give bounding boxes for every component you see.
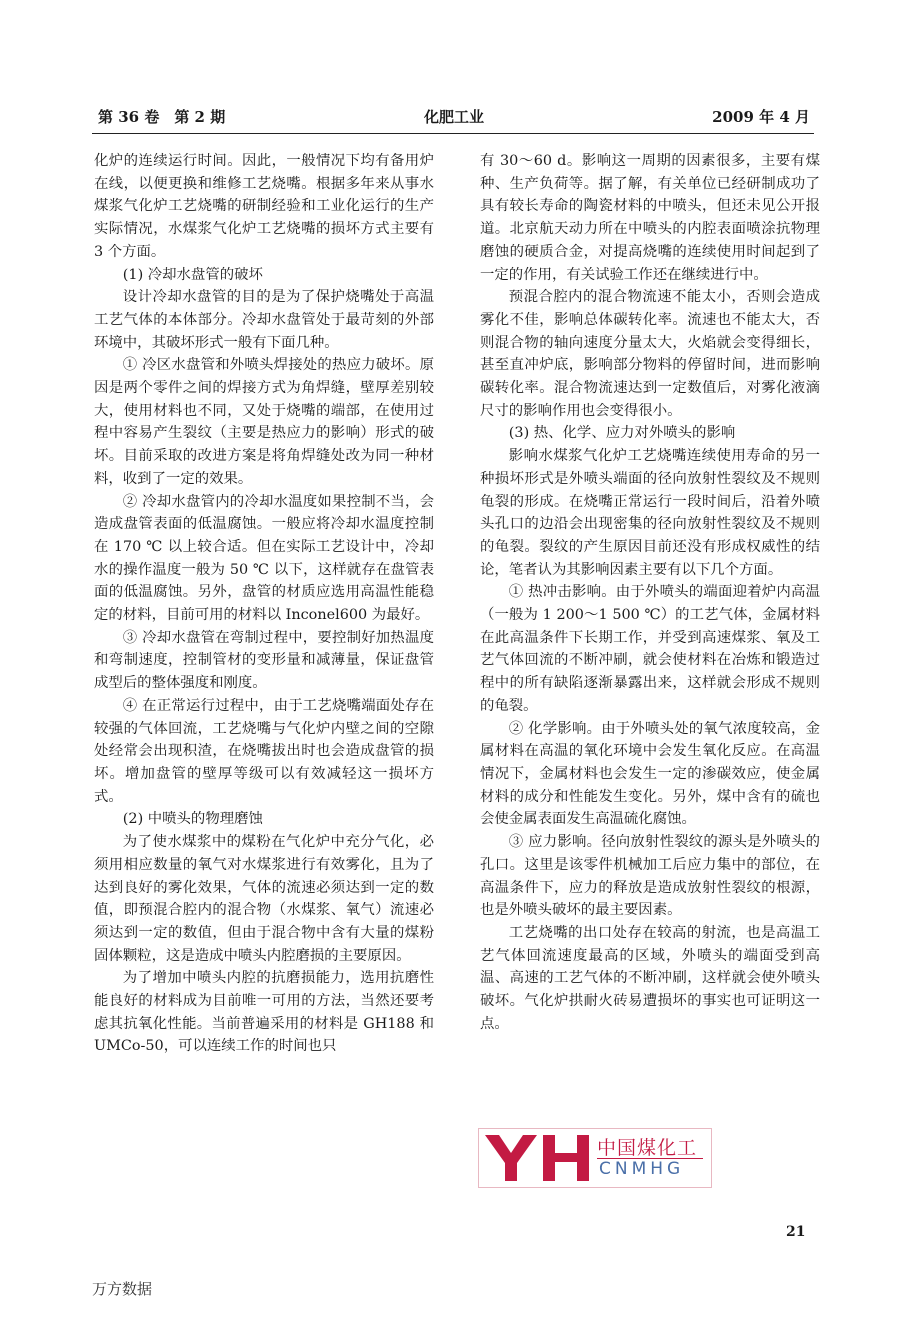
watermark-cn-text: 中国煤化工 bbox=[597, 1137, 698, 1159]
running-header bbox=[98, 106, 810, 134]
paragraph: ② 化学影响。由于外喷头处的氧气浓度较高，金属材料在高温的氧化环境中会发生氧化反应。在高温情况下，金属材料也会发生一定的渗碳效应，使金属材料的成分和性能发生变化。另外，煤中含有的硫也会使金属表面发生高温硫化腐蚀。 bbox=[480, 720, 820, 828]
paragraph: 化炉的连续运行时间。因此，一般情况下均有备用炉在线，以便更换和维修工艺烧嘴。根据多年来从事水煤浆气化炉工艺烧嘴的研制经验和工业化运行的生产实际情况，水煤浆气化炉工艺烧嘴的损坏方式主要有 3 个方面。 bbox=[94, 153, 434, 260]
paragraph: 为了增加中喷头内腔的抗磨损能力，选用抗磨性能良好的材料成为目前唯一可用的方法，当然还要考虑其抗氧化性能。当前普遍采用的材料是 GH188 和 UMCo-50，可以连续工作的时间也只 bbox=[94, 970, 434, 1055]
header-date: 2009 年 4 月 bbox=[712, 108, 810, 126]
left-column bbox=[94, 150, 434, 1058]
paragraph: 影响水煤浆气化炉工艺烧嘴连续使用寿命的另一种损坏形式是外喷头端面的径向放射性裂纹及不规则龟裂的形成。在烧嘴正常运行一段时间后，沿着外喷头孔口的边沿会出现密集的径向放射性裂纹及不规则的龟裂。裂纹的产生原因目前还没有形成权威性的结论，笔者认为其影响因素主要有以下几个方面。 bbox=[480, 448, 820, 578]
section-heading: (3) 热、化学、应力对外喷头的影响 bbox=[508, 425, 736, 442]
paragraph: 为了使水煤浆中的煤粉在气化炉中充分气化，必须用相应数量的氧气对水煤浆进行有效雾化，且为了达到良好的雾化效果，气体的流速必须达到一定的数值，即预混合腔内的混合物（水煤浆、氧气）流速必须达到一定的数值，但由于混合物中含有大量的煤粉固体颗粒，这是造成中喷头内腔磨损的主要原因。 bbox=[94, 834, 434, 964]
paragraph: ③ 冷却水盘管在弯制过程中，要控制好加热温度和弯制速度，控制管材的变形量和减薄量，保证盘管成型后的整体强度和刚度。 bbox=[94, 629, 434, 692]
paragraph: 预混合腔内的混合物流速不能太小，否则会造成雾化不佳，影响总体碳转化率。流速也不能太大，否则混合物的轴向速度分量太大，火焰就会变得细长，甚至直冲炉底，影响部分物料的停留时间，进而影响碳转化率。混合物流速达到一定数值后，对雾化液滴尺寸的影响作用也会变得很小。 bbox=[480, 289, 820, 419]
watermark bbox=[478, 1128, 712, 1188]
right-column bbox=[480, 150, 820, 1035]
paragraph: ① 热冲击影响。由于外喷头的端面迎着炉内高温（一般为 1 200～1 500 ℃）的工艺气体，金属材料在此高温条件下长期工作，并受到高速煤浆、氧及工艺气体回流的不断冲刷，就会使材料在冶炼和锻造过程中的所有缺陷逐渐暴露出来，这样就会形成不规则的龟裂。 bbox=[480, 584, 820, 714]
section-heading: (2) 中喷头的物理磨蚀 bbox=[122, 811, 263, 828]
watermark-logo-icon bbox=[485, 1135, 591, 1181]
paragraph: 设计冷却水盘管的目的是为了保护烧嘴处于高温工艺气体的本体部分。冷却水盘管处于最苛刻的外部环境中，其破坏形式一般有下面几种。 bbox=[94, 289, 434, 351]
section-heading: (1) 冷却水盘管的破坏 bbox=[122, 266, 263, 283]
paragraph: 工艺烧嘴的出口处存在较高的射流，也是高温工艺气体回流速度最高的区域，外喷头的端面受到高温、高速的工艺气体的不断冲刷，这样就会使外喷头破坏。气化炉拱耐火砖易遭损坏的事实也可证明这一点。 bbox=[480, 924, 820, 1032]
paragraph: ① 冷区水盘管和外喷头焊接处的热应力破坏。原因是两个零件之间的焊接方式为角焊缝，壁厚差别较大，使用材料也不同，又处于烧嘴的端部，在使用过程中容易产生裂纹（主要是热应力的影响）形式的破坏。目前采取的改进方案是将角焊缝处改为同一种材料，收到了一定的效果。 bbox=[94, 357, 434, 487]
paragraph: ② 冷却水盘管内的冷却水温度如果控制不当，会造成盘管表面的低温腐蚀。一般应将冷却水温度控制在 170 ℃ 以上较合适。但在实际工艺设计中，冷却水的操作温度一般为 50 ℃ 以下，这样就存在盘管表面的低温腐蚀。另外，盘管的材质应选用高温性能稳定的材料，目前可用的材料以 Inconel600 为最好。 bbox=[94, 493, 434, 624]
header-volume: 第 36 卷 第 2 期 bbox=[98, 108, 226, 126]
watermark-en-text: CNMHG bbox=[599, 1159, 685, 1179]
paragraph: 有 30～60 d。影响这一周期的因素很多，主要有煤种、生产负荷等。据了解，有关单位已经研制成功了具有较长寿命的陶瓷材料的中喷头，但还未见公开报道。北京航天动力所在中喷头的内腔表面喷涂抗物理磨蚀的硬质合金，对提高烧嘴的连续使用时间起到了一定的作用，有关试验工作还在继续进行中。 bbox=[480, 153, 820, 283]
paragraph: ③ 应力影响。径向放射性裂纹的源头是外喷头的孔口。这里是该零件机械加工后应力集中的部位，在高温条件下，应力的释放是造成放射性裂纹的根源，也是外喷头破坏的最主要因素。 bbox=[480, 834, 820, 919]
footer-source: 万方数据 bbox=[92, 1280, 153, 1298]
header-rule bbox=[92, 133, 814, 134]
page-number: 21 bbox=[786, 1224, 806, 1240]
paragraph: ④ 在正常运行过程中，由于工艺烧嘴端面处存在较强的气体回流，工艺烧嘴与气化炉内壁之间的空隙处经常会出现积渣，在烧嘴拔出时也会造成盘管的损坏。增加盘管的壁厚等级可以有效减轻这一损坏方式。 bbox=[94, 697, 434, 805]
header-journal: 化肥工业 bbox=[423, 108, 484, 126]
